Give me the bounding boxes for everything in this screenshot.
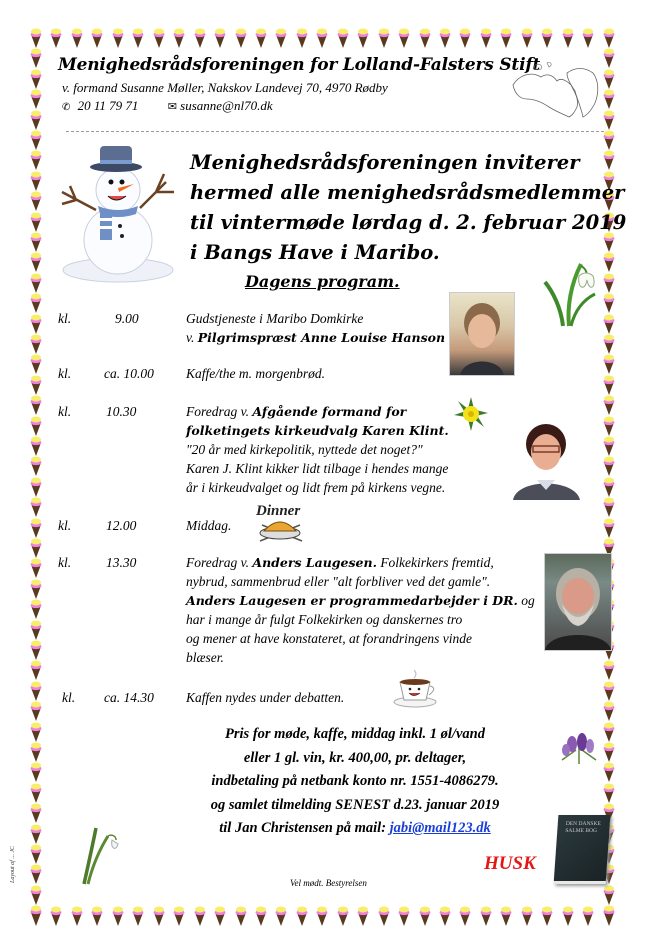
contact-line (62, 98, 273, 114)
ice-cream-cone-icon (30, 334, 42, 354)
ice-cream-cone-icon (30, 742, 42, 762)
ice-cream-cone-icon (30, 110, 42, 130)
ice-cream-cone-icon (603, 416, 615, 436)
speaker-name: Anders Laugesen. (252, 555, 377, 570)
ice-cream-cone-icon (50, 906, 62, 926)
invitation-line: i Bangs Have i Maribo. (190, 241, 440, 264)
snowman-illustration (56, 140, 181, 285)
ice-cream-cone-icon (439, 906, 451, 926)
ice-cream-cone-icon (30, 844, 42, 864)
ice-cream-cone-icon (235, 906, 247, 926)
program-time: ca. 10.00 (104, 366, 154, 381)
ice-cream-cone-icon (378, 28, 390, 48)
ice-cream-cone-icon (30, 416, 42, 436)
ice-cream-cone-icon (30, 354, 42, 374)
ice-cream-cone-icon (194, 906, 206, 926)
program-kl-label: kl. (58, 518, 72, 533)
ice-cream-cone-icon (275, 906, 287, 926)
ice-cream-cone-icon (173, 28, 185, 48)
ice-cream-cone-icon (153, 28, 165, 48)
ice-cream-cone-icon (30, 69, 42, 89)
registration-email-link[interactable]: jabi@mail123.dk (389, 820, 491, 836)
program-description (186, 553, 535, 667)
desc-text: nybrud, sammenbrud eller "alt forbliver ved det gamle". (186, 574, 491, 589)
program-time: 13.30 (106, 555, 137, 570)
ice-cream-cone-icon (132, 906, 144, 926)
ice-cream-cone-icon (541, 906, 553, 926)
price-line: Pris for møde, kaffe, middag inkl. 1 øl/vand (225, 726, 485, 742)
ice-cream-cone-icon (173, 906, 185, 926)
ice-cream-cone-icon (603, 436, 615, 456)
ice-cream-cone-icon (603, 497, 615, 517)
program-kl-label: kl. (58, 555, 72, 570)
ice-cream-cone-icon (112, 906, 124, 926)
ice-cream-cone-icon (30, 640, 42, 660)
ice-cream-cone-icon (398, 28, 410, 48)
ice-cream-cone-icon (603, 130, 615, 150)
price-and-registration (140, 723, 570, 841)
program-description (186, 516, 231, 535)
desc-text: Kaffen nydes under debatten. (186, 690, 345, 705)
ice-cream-cone-icon (562, 906, 574, 926)
ice-cream-cone-icon (194, 28, 206, 48)
ice-cream-cone-icon (30, 620, 42, 640)
program-time: 9.00 (115, 311, 139, 326)
ice-cream-cone-icon (541, 28, 553, 48)
speaker-photo-anne-louise-hanson (449, 292, 515, 376)
ice-cream-cone-icon (378, 906, 390, 926)
ice-cream-cone-icon (30, 905, 42, 925)
ice-cream-cone-icon (235, 28, 247, 48)
hymn-book-icon (554, 815, 611, 884)
price-line: indbetaling på netbank konto nr. 1551-4086279. (211, 773, 499, 789)
ice-cream-cone-icon (603, 905, 615, 925)
price-line: eller 1 gl. vin, kr. 400,00, pr. deltager, (243, 749, 467, 766)
ice-cream-cone-icon (275, 28, 287, 48)
ice-cream-cone-icon (30, 660, 42, 680)
organization-title: Menighedsrådsforeningen for Lolland-Falsters Stift (58, 55, 541, 75)
phone-number: 20 11 79 71 (77, 98, 139, 113)
ice-cream-cone-icon (30, 395, 42, 415)
ice-cream-cone-icon (30, 28, 42, 48)
ice-cream-cone-icon (30, 293, 42, 313)
ice-cream-cone-icon (500, 28, 512, 48)
desc-text: år i kirkeudvalget og lidt frem på kirkens vegne. (186, 480, 446, 495)
program-description (186, 402, 449, 497)
ice-cream-cone-icon (30, 130, 42, 150)
ice-cream-cone-icon (30, 89, 42, 109)
ice-cream-cone-icon (30, 48, 42, 68)
desc-text: Middag. (186, 518, 232, 533)
ice-cream-cone-icon (603, 742, 615, 762)
snowdrop-flower-icon (543, 258, 603, 328)
desc-text: blæser. (186, 650, 224, 665)
ice-cream-cone-icon (30, 456, 42, 476)
ice-cream-cone-icon (480, 28, 492, 48)
ice-cream-cone-icon (50, 28, 62, 48)
ice-cream-cone-icon (500, 906, 512, 926)
program-time: ca. 14.30 (104, 690, 154, 705)
ice-cream-cone-icon (30, 212, 42, 232)
invitation-line: hermed alle menighedsrådsmedlemmer (190, 181, 625, 204)
speaker-name: Pilgrimspræst Anne Louise Hanson (197, 330, 446, 345)
speaker-photo-karen-klint (513, 414, 580, 500)
dinner-icon (252, 505, 308, 543)
book-title: DEN DANSKE SALME BOG (565, 821, 601, 834)
ice-cream-cone-icon (30, 722, 42, 742)
ice-cream-cone-icon (214, 906, 226, 926)
email-address: susanne@nl70.dk (180, 98, 273, 113)
ice-cream-cone-icon (112, 28, 124, 48)
ice-cream-cone-icon (153, 906, 165, 926)
program-kl-label: kl. (58, 366, 72, 381)
program-kl-label: kl. (58, 311, 72, 326)
ice-cream-cone-icon (357, 906, 369, 926)
ice-cream-cone-icon (30, 681, 42, 701)
program-description (186, 364, 325, 383)
crocus-flower-icon (556, 730, 602, 764)
ice-cream-cone-icon (30, 314, 42, 334)
ice-cream-cone-icon (316, 28, 328, 48)
ice-cream-cone-icon (30, 701, 42, 721)
ice-cream-cone-icon (30, 558, 42, 578)
ice-cream-cone-icon (296, 906, 308, 926)
ice-cream-cone-icon (603, 293, 615, 313)
ice-cream-cone-icon (30, 273, 42, 293)
ice-cream-cone-icon (296, 28, 308, 48)
chair-address: v. formand Susanne Møller, Nakskov Landevej 70, 4970 Rødby (62, 80, 388, 95)
desc-text: og mener at have konstateret, at forandringens vinde (186, 631, 472, 646)
side-credit: Layout af ... JC (10, 846, 16, 883)
ice-cream-cone-icon (255, 28, 267, 48)
ice-cream-cone-icon (30, 762, 42, 782)
price-line: til Jan Christensen på mail: (219, 820, 390, 836)
program-description (186, 309, 445, 347)
desc-text: Karen J. Klint kikker lidt tilbage i hendes mange (186, 461, 449, 476)
ice-cream-cone-icon (603, 354, 615, 374)
speaker-name: Afgående formand for (252, 404, 407, 419)
desc-text: og (517, 593, 535, 608)
desc-text: v. (186, 330, 198, 345)
ice-cream-cone-icon (603, 395, 615, 415)
ice-cream-cone-icon (603, 783, 615, 803)
snowdrop-stem-icon (80, 822, 120, 886)
ice-cream-cone-icon (398, 906, 410, 926)
dinner-label: Dinner (256, 503, 301, 519)
lolland-falster-map-icon (505, 55, 605, 125)
speaker-name: folketingets kirkeudvalg Karen Klint. (186, 423, 449, 438)
desc-text: "20 år med kirkepolitik, nyttede det noget?" (186, 442, 423, 457)
ice-cream-cone-icon (603, 762, 615, 782)
ice-cream-cone-icon (521, 28, 533, 48)
ice-cream-cone-icon (439, 28, 451, 48)
ice-cream-cone-icon (30, 803, 42, 823)
invitation-line: til vintermøde lørdag d. 2. februar 2019 (190, 211, 627, 234)
invitation-line: Menighedsrådsforeningen inviterer (190, 151, 580, 174)
ice-cream-cone-icon (30, 375, 42, 395)
ice-cream-cone-icon (562, 28, 574, 48)
desc-text: Foredrag v. (186, 404, 253, 419)
ice-cream-cone-icon (30, 518, 42, 538)
mail-icon: ✉ (167, 101, 177, 113)
ice-cream-cone-icon (91, 906, 103, 926)
ice-cream-cone-icon (357, 28, 369, 48)
program-kl-label: kl. (62, 690, 76, 705)
desc-text: Foredrag v. (186, 555, 253, 570)
phone-icon: ✆ (62, 102, 71, 113)
ice-cream-cone-icon (603, 477, 615, 497)
ice-cream-cone-icon (316, 906, 328, 926)
coffee-cup-icon (392, 668, 438, 710)
ice-cream-cone-icon (459, 28, 471, 48)
ice-cream-cone-icon (30, 477, 42, 497)
ice-cream-cone-icon (30, 150, 42, 170)
husk-reminder: HUSK (484, 853, 536, 874)
ice-cream-cone-icon (603, 722, 615, 742)
ice-cream-cone-icon (30, 579, 42, 599)
ice-cream-cone-icon (582, 28, 594, 48)
ice-cream-cone-icon (419, 906, 431, 926)
ice-cream-cone-icon (603, 334, 615, 354)
ice-cream-cone-icon (30, 864, 42, 884)
ice-cream-cone-icon (30, 824, 42, 844)
ice-cream-cone-icon (30, 538, 42, 558)
ice-cream-cone-icon (603, 681, 615, 701)
ice-cream-cone-icon (521, 906, 533, 926)
ice-cream-cone-icon (30, 599, 42, 619)
ice-cream-cone-icon (603, 660, 615, 680)
ice-cream-cone-icon (603, 701, 615, 721)
ice-cream-cone-icon (30, 191, 42, 211)
ice-cream-cone-icon (30, 436, 42, 456)
ice-cream-cone-icon (582, 906, 594, 926)
header-divider (66, 131, 604, 132)
ice-cream-cone-icon (603, 273, 615, 293)
desc-text: Gudstjeneste i Maribo Domkirke (186, 311, 364, 326)
desc-text: har i mange år fulgt Folkekirken og danskernes tro (186, 612, 463, 627)
price-line: og samlet tilmelding SENEST d.23. januar 2019 (210, 796, 500, 813)
ice-cream-cone-icon (603, 314, 615, 334)
desc-text: Kaffe/the m. morgenbrød. (186, 366, 325, 381)
ice-cream-cone-icon (214, 28, 226, 48)
ice-cream-cone-icon (30, 252, 42, 272)
signoff: Vel mødt. Bestyrelsen (290, 878, 367, 888)
ice-cream-cone-icon (30, 497, 42, 517)
ice-cream-cone-icon (459, 906, 471, 926)
ice-cream-cone-icon (603, 885, 615, 905)
invitation-text (190, 148, 626, 268)
ice-cream-cone-icon (30, 885, 42, 905)
ice-cream-cone-icon (337, 906, 349, 926)
ice-cream-cone-icon (603, 28, 615, 48)
program-time: 10.30 (106, 404, 137, 419)
ice-cream-cone-icon (30, 171, 42, 191)
ice-cream-cone-icon (71, 28, 83, 48)
speaker-photo-anders-laugesen (544, 553, 612, 651)
program-title: Dagens program. (245, 272, 400, 291)
ice-cream-cone-icon (91, 28, 103, 48)
ice-cream-cone-icon (603, 375, 615, 395)
program-time: 12.00 (106, 518, 137, 533)
ice-cream-cone-icon (480, 906, 492, 926)
ice-cream-cone-icon (132, 28, 144, 48)
ice-cream-cone-icon (30, 232, 42, 252)
program-kl-label: kl. (58, 404, 72, 419)
ice-cream-cone-icon (30, 783, 42, 803)
desc-text: Folkekirkers fremtid, (376, 555, 494, 570)
ice-cream-cone-icon (71, 906, 83, 926)
winter-aconite-flower-icon (454, 397, 488, 431)
speaker-name: Anders Laugesen er programmedarbejder i DR. (186, 593, 518, 608)
ice-cream-cone-icon (337, 28, 349, 48)
ice-cream-cone-icon (603, 518, 615, 538)
ice-cream-cone-icon (419, 28, 431, 48)
ice-cream-cone-icon (255, 906, 267, 926)
ice-cream-cone-icon (603, 456, 615, 476)
program-description (186, 688, 344, 707)
